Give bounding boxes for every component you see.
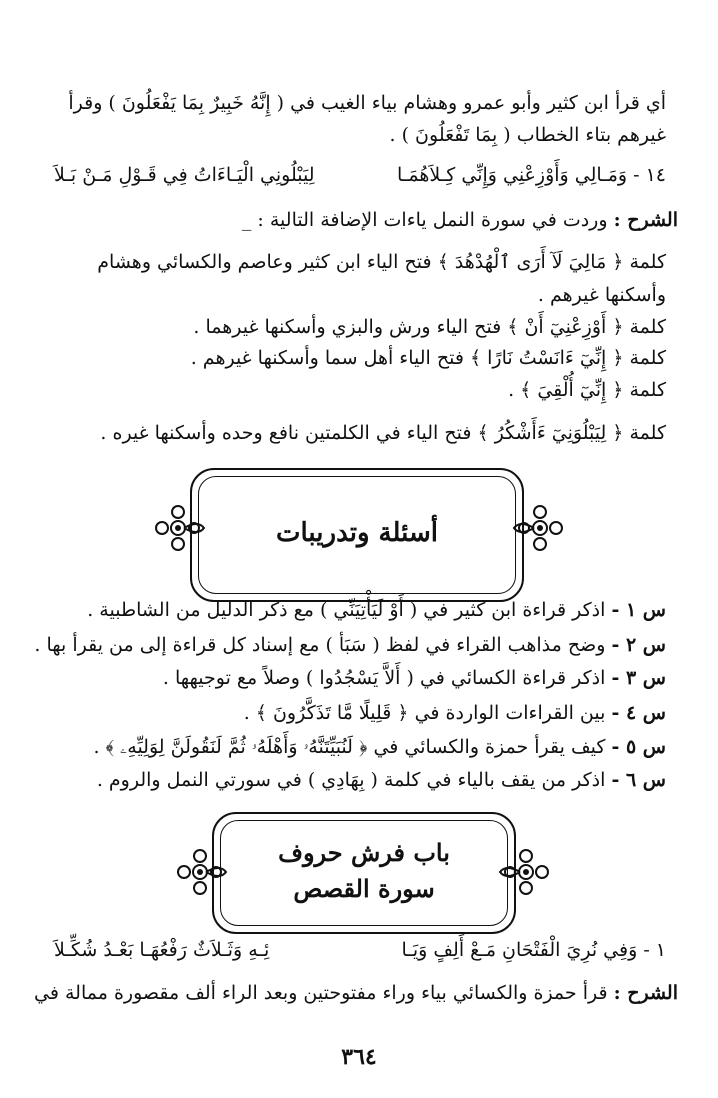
floral-ornament-icon (512, 500, 568, 556)
explanation-label: الشرح : (613, 982, 678, 1004)
poem-verse (40, 160, 666, 190)
verse-second-hemistich: لِيَبْلُونِي الْيَـاءَاتُ فِي قَـوْلِ مَـنْ بَـلاَ (54, 164, 315, 186)
explanation-label: الشرح : (613, 209, 678, 231)
question-number: س ٤ - (611, 702, 666, 724)
question-item (40, 595, 666, 625)
list-item: كلمة ﴿ إِنِّيٓ ءَانَسْتُ نَارًا ﴾ فتح الياء أهل سما وأسكنها غيرهم . (190, 347, 666, 369)
section-title-frame (190, 468, 524, 602)
question-item (34, 630, 666, 660)
floral-ornament-icon (498, 844, 554, 900)
paragraph-line: أي قرأ ابن كثير وأبو عمرو وهشام بياء الغيب في ( إِنَّهُ خَبِيرٌ بِمَا يَفْعَلُونَ ) وقرأ (68, 92, 666, 114)
question-number: س ٣ - (611, 667, 666, 689)
list-item: كلمة ﴿ أَوْزِعْنِيٓ أَنْ ﴾ فتح الياء ورش والبزي وأسكنها غيرهما . (193, 316, 666, 338)
question-text: اذكر قراءة ابن كثير في ( أَوْ لَيَأْتِيَنِّي ) مع ذكر الدليل من الشاطبية . (87, 599, 606, 621)
list-item: كلمة ﴿ مَالِيَ لَآ أَرَى ٱلْهُدْهُدَ ﴾ فتح الياء ابن كثير وعاصم والكسائي وهشام (97, 251, 666, 273)
question-number: س ٢ - (611, 634, 666, 656)
explanation-text: وردت في سورة النمل ياءات الإضافة التالية : _ (241, 209, 608, 231)
explanation-heading (34, 978, 678, 1008)
frame-inner-border (220, 820, 508, 926)
verse-first-hemistich: ١ - وَفِي نُرِيَ الْفَتْحَانِ مَـعْ أَلِفٍ وَيَـا (401, 939, 666, 961)
surah-title: سورة القصص (293, 874, 435, 903)
explanation-text: قرأ حمزة والكسائي بياء وراء مفتوحتين وبعد الراء ألف مقصورة ممالة في (34, 982, 608, 1004)
chapter-title: باب فرش حروف (278, 838, 450, 867)
section-title: أسئلة وتدريبات (276, 518, 438, 548)
question-item (40, 765, 666, 795)
explanation-heading (40, 205, 678, 235)
question-text: اذكر من يقف بالياء في كلمة ( بِهَادِي ) في سورتي النمل والروم . (96, 769, 606, 791)
floral-ornament-icon (172, 844, 228, 900)
question-text: اذكر قراءة الكسائي في ( أَلاَّ يَسْجُدُوا ) وصلاً مع توجيهها . (162, 667, 606, 689)
question-text: كيف يقرأ حمزة والكسائي في ﴿ لَنُبَيِّتَنَّهُۥ وَأَهْلَهُۥ ثُمَّ لَنَقُولَنَّ لِوَلِيِّهِۦ ﴾ . (93, 736, 606, 758)
poem-verse (40, 935, 666, 965)
list-item: كلمة ﴿ لِيَبْلُوَنِيٓ ءَأَشْكُرُ ﴾ فتح الياء في الكلمتين نافع وحده وأسكنها غيره . (100, 422, 666, 444)
page-number: ٣٦٤ (341, 1044, 377, 1070)
chapter-title-frame (212, 812, 516, 934)
question-item (40, 663, 666, 693)
question-number: س ٦ - (611, 769, 666, 791)
verse-first-hemistich: ١٤ - وَمَـالِي وَأَوْزِعْنِي وَإِنِّي كِـلاَهُمَـا (397, 164, 666, 186)
question-text: وضح مذاهب القراء في لفظ ( سَبَأ ) مع إسناد كل قراءة إلى من يقرأ بها . (34, 634, 606, 656)
question-number: س ٥ - (611, 736, 666, 758)
question-text: بين القراءات الواردة في ﴿ قَلِيلًا مَّا تَذَكَّرُونَ ﴾ . (243, 702, 606, 724)
question-item (40, 732, 666, 762)
floral-ornament-icon (150, 500, 206, 556)
question-number: س ١ - (611, 599, 666, 621)
question-item (40, 698, 666, 728)
list-item: وأسكنها غيرهم . (537, 284, 666, 306)
list-item: كلمة ﴿ إِنِّيٓ أُلْقِيَ ﴾ . (508, 379, 666, 401)
paragraph-line: غيرهم بتاء الخطاب ( بِمَا تَفْعَلُونَ ) . (389, 124, 666, 146)
verse-second-hemistich: ئِـهِ وَثَـلاَثٌ رَفْعُهَـا بَعْـدُ شُكِّـلاَ (54, 939, 270, 961)
